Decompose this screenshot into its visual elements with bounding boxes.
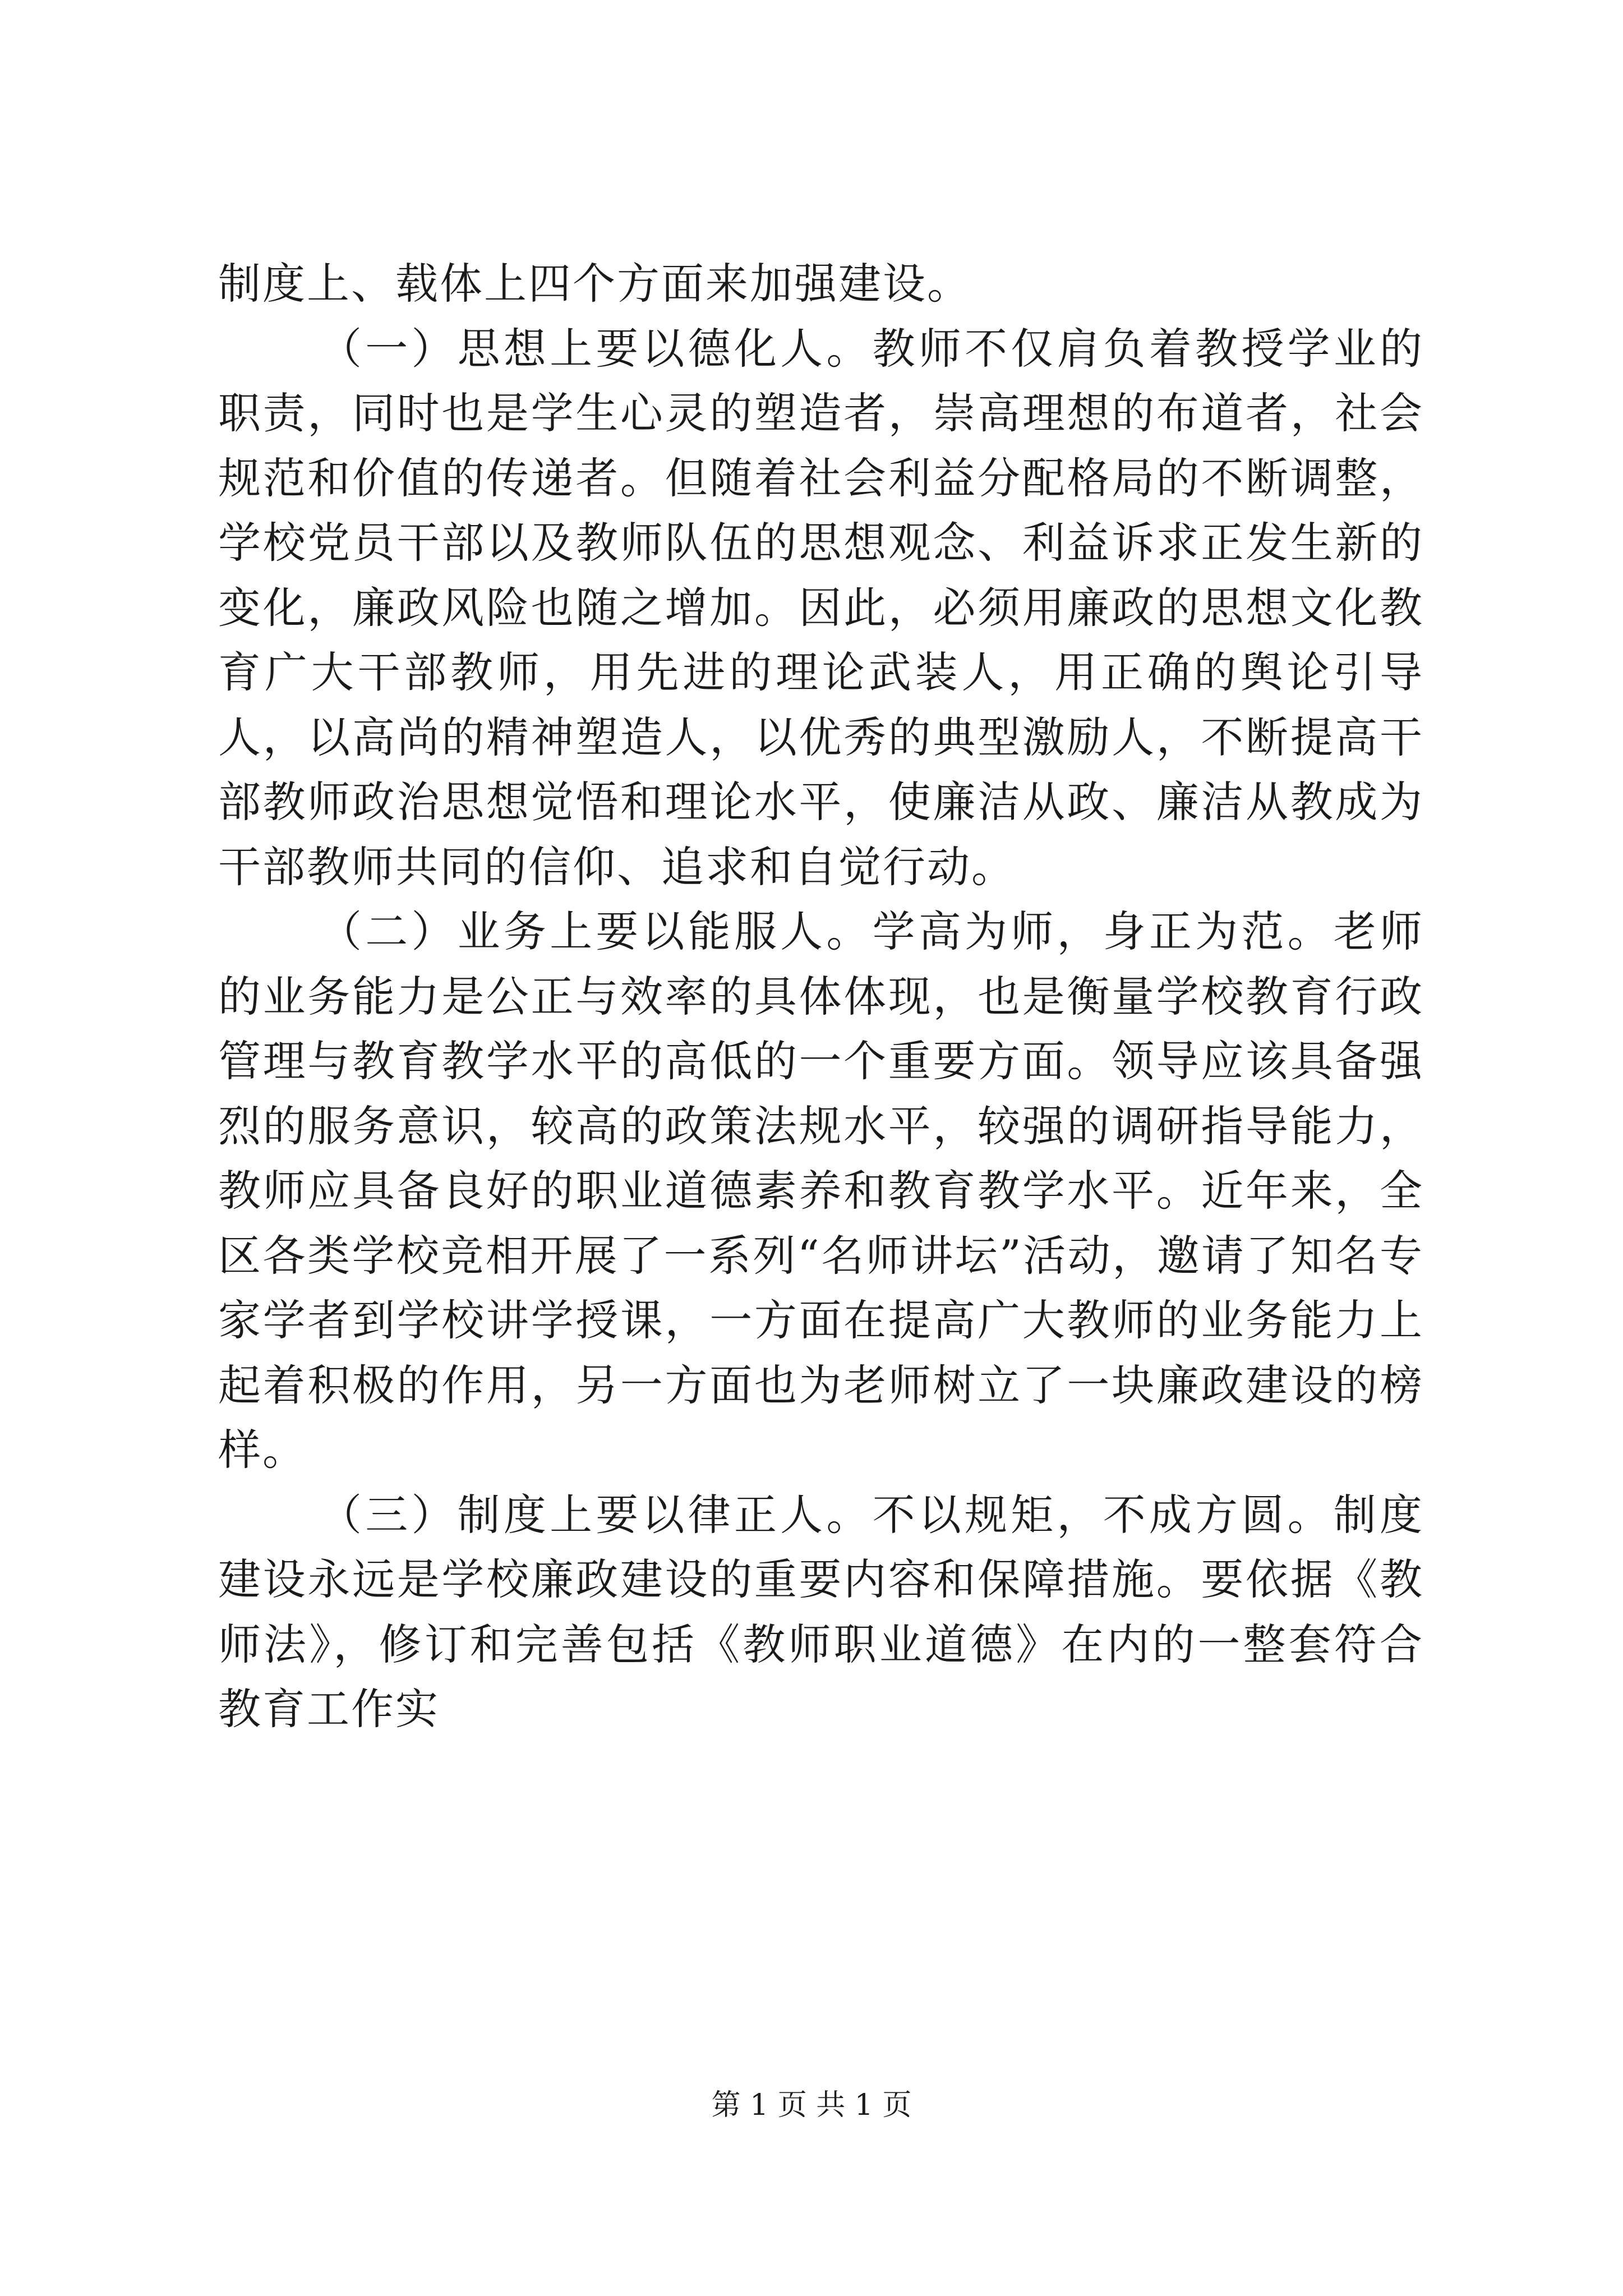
- paragraph-section-3: （三）制度上要以律正人。不以规矩，不成方圆。制度建设永远是学校廉政建设的重要内容和保障措施。要依据《教师法》，修订和完善包括《教师职业道德》在内的一整套符合教育工作实: [218, 1489, 1424, 1734]
- paragraph-section-2: （二）业务上要以能服人。学高为师，身正为范。老师的业务能力是公正与效率的具体体现，也是衡量学校教育行政管理与教育教学水平的高低的一个重要方面。领导应该具备强烈的服务意识，较高的政策法规水平，较强的调研指导能力，教师应具备良好的职业道德素养和教育教学水平。近年来，全区各类学校竞相开展了一系列“名师讲坛”活动，邀请了知名专家学者到学校讲学授课，一方面在提高广大教师的业务能力上起着积极的作用，另一方面也为老师树立了一块廉政建设的榜样。: [218, 907, 1424, 1475]
- paragraph-intro-continuation: 制度上、载体上四个方面来加强建设。: [218, 259, 971, 309]
- document-body: [218, 251, 1424, 1742]
- paragraph-section-1: （一）思想上要以德化人。教师不仅肩负着教授学业的职责，同时也是学生心灵的塑造者，崇高理想的布道者，社会规范和价值的传递者。但随着社会利益分配格局的不断调整，学校党员干部以及教师队伍的思想观念、利益诉求正发生新的变化，廉政风险也随之增加。因此，必须用廉政的思想文化教育广大干部教师，用先进的理论武装人，用正确的舆论引导人，以高尚的精神塑造人，以优秀的典型激励人，不断提高干部教师政治思想觉悟和理论水平，使廉洁从政、廉洁从教成为干部教师共同的信仰、追求和自觉行动。: [218, 323, 1424, 892]
- page-footer: 第 1 页 共 1 页: [711, 2088, 912, 2122]
